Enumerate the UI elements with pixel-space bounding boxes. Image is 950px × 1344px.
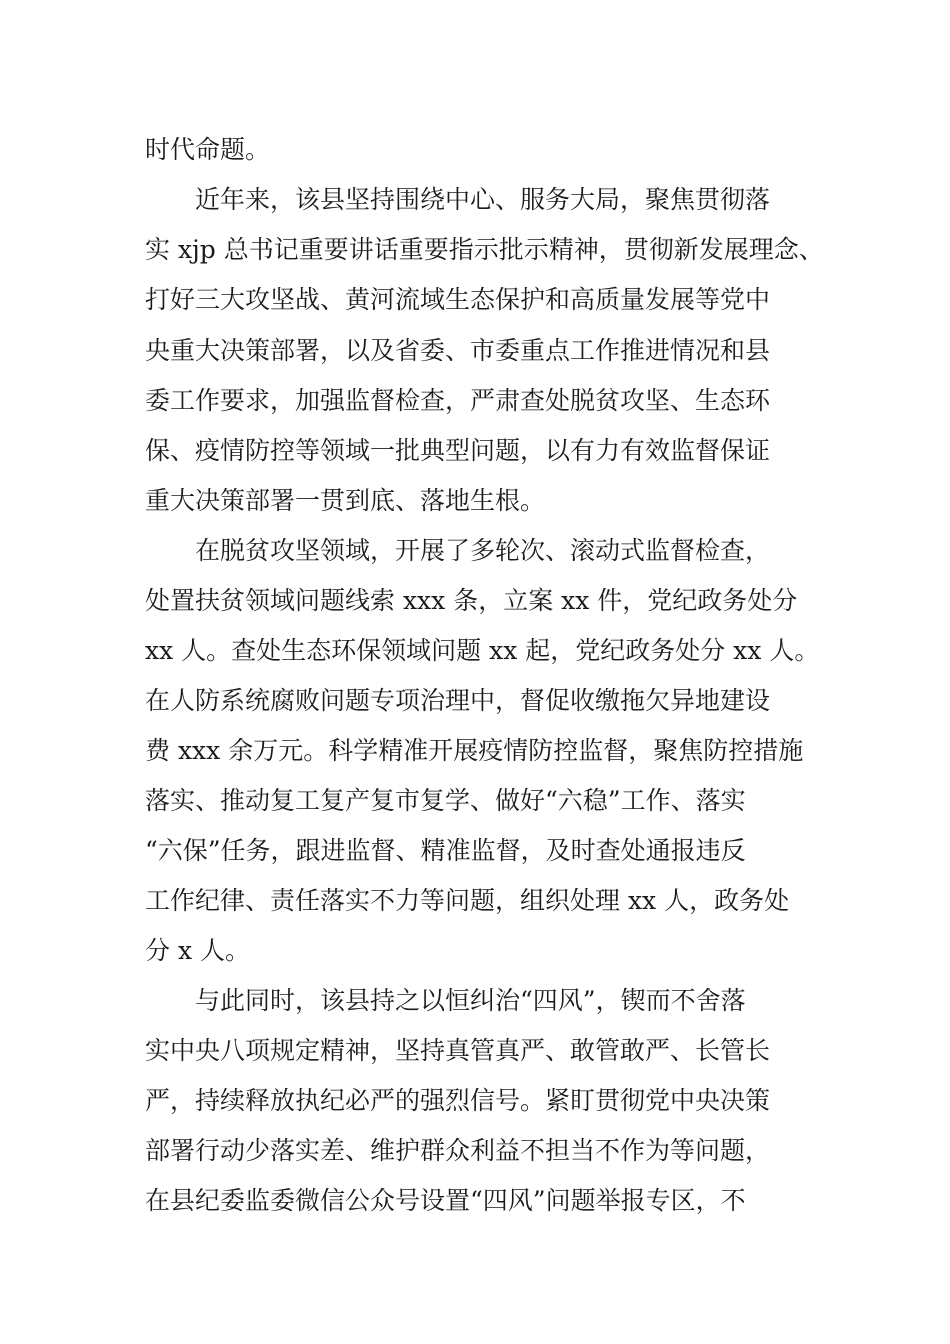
text-line: 央重大决策部署，以及省委、市委重点工作推进情况和县 (145, 336, 771, 365)
paragraph-first-line: 近年来，该县坚持围绕中心、服务大局，聚焦贯彻落 (195, 185, 771, 214)
text-line: 保、疫情防控等领域一批典型问题，以有力有效监督保证 (145, 436, 771, 465)
text-line: “六保”任务，跟进监督、精准监督，及时查处通报违反 (145, 836, 746, 865)
paragraph-first-line: 在脱贫攻坚领域，开展了多轮次、滚动式监督检查， (195, 536, 771, 565)
text-line: 部署行动少落实差、维护群众利益不担当不作为等问题， (145, 1136, 771, 1165)
text-line: 实中央八项规定精神，坚持真管真严、敢管敢严、长管长 (145, 1036, 771, 1065)
text-line: 在县纪委监委微信公众号设置“四风”问题举报专区，不 (145, 1186, 746, 1215)
text-line: 在人防系统腐败问题专项治理中，督促收缴拖欠异地建设 (145, 686, 771, 715)
paragraph-first-line: 与此同时，该县持之以恒纠治“四风”，锲而不舍落 (195, 986, 746, 1015)
text-line: 工作纪律、责任落实不力等问题，组织处理 xx 人，政务处 (145, 886, 790, 915)
text-line: 实 xjp 总书记重要讲话重要指示批示精神，贯彻新发展理念、 (145, 235, 824, 264)
text-line: 分 x 人。 (145, 936, 250, 965)
text-line: 处置扶贫领域问题线索 xxx 条，立案 xx 件，党纪政务处分 (145, 586, 798, 615)
text-line: 费 xxx 余万元。科学精准开展疫情防控监督，聚焦防控措施 (145, 736, 804, 765)
text-line: 委工作要求，加强监督检查，严肃查处脱贫攻坚、生态环 (145, 386, 771, 415)
text-line: 重大决策部署一贯到底、落地生根。 (145, 486, 546, 515)
text-line: 落实、推动复工复产复市复学、做好“六稳”工作、落实 (145, 786, 746, 815)
text-line: xx 人。查处生态环保领域问题 xx 起，党纪政务处分 xx 人。 (145, 636, 820, 665)
text-line: 打好三大攻坚战、黄河流域生态保护和高质量发展等党中 (145, 285, 771, 314)
text-line: 严，持续释放执纪必严的强烈信号。紧盯贯彻党中央决策 (145, 1086, 771, 1115)
text-line: 时代命题。 (145, 135, 271, 164)
